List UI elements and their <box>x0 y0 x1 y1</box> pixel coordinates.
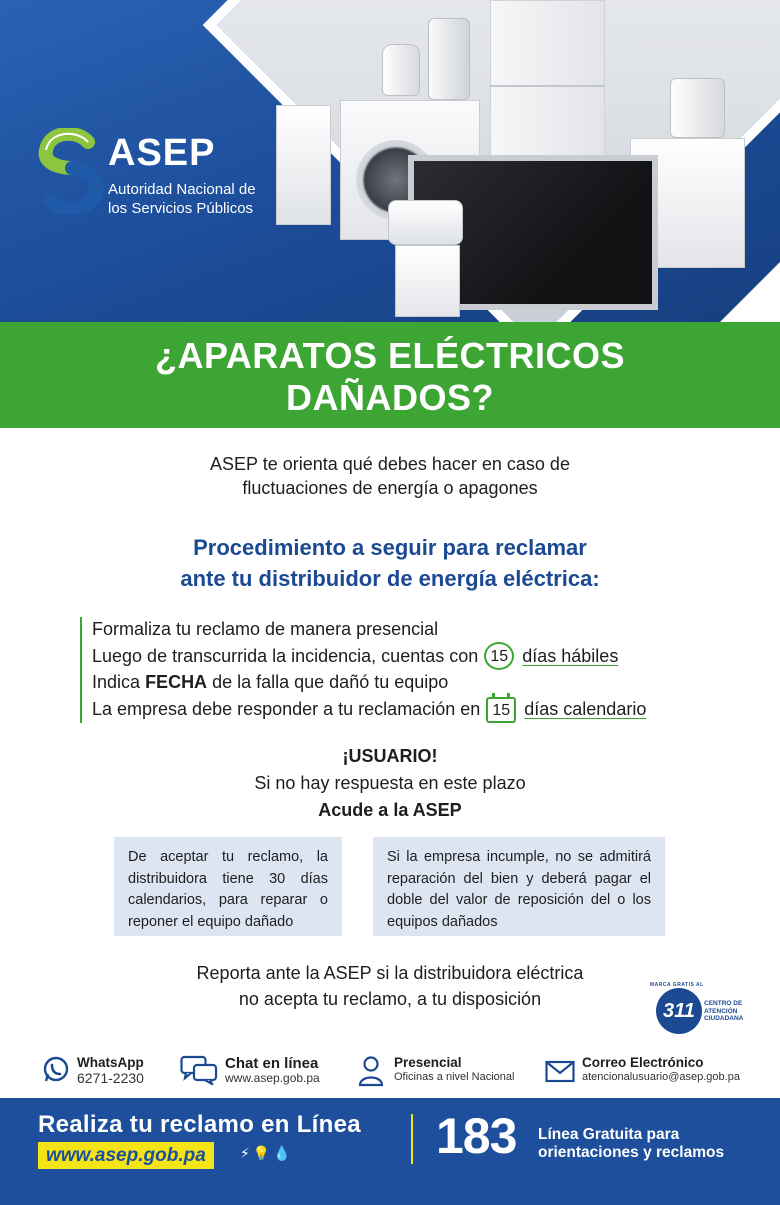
headline-title <box>0 322 780 419</box>
step-1 <box>92 617 720 642</box>
person-icon <box>357 1055 385 1087</box>
clock-badge-icon <box>484 642 514 670</box>
contact-email-address: atencionalusuario@asep.gob.pa <box>582 1071 740 1083</box>
procedure-line1: Procedimiento a seguir para reclamar <box>193 535 587 560</box>
procedure-heading <box>0 532 780 594</box>
step-2-text: Luego de transcurrida la incidencia, cuentas con <box>92 645 479 666</box>
procedure-line2: ante tu distribuidor de energía eléctrica: <box>180 566 600 591</box>
info-box-noncompliance: Si la empresa incumple, no se admitirá reparación del bien y deberá pagar el doble del valor de reposición del o los equipos dañados <box>373 837 665 936</box>
step-2-unit: días hábiles <box>522 645 619 666</box>
step-4 <box>92 695 720 723</box>
seal-caption-line2: ATENCIÓN <box>704 1007 738 1015</box>
blender-image <box>428 18 470 100</box>
contact-presencial[interactable] <box>357 1052 537 1092</box>
seal-caption <box>704 1000 748 1023</box>
mail-icon <box>545 1060 575 1084</box>
coffee-maker-image <box>670 78 725 138</box>
asep-subtitle-line1: Autoridad Nacional de <box>108 181 256 198</box>
chat-icon <box>180 1055 218 1085</box>
step-3-bold: FECHA <box>145 672 208 692</box>
contact-whatsapp-title: WhatsApp <box>77 1055 144 1070</box>
footer-divider <box>411 1114 413 1164</box>
contact-email[interactable] <box>545 1052 755 1092</box>
step-4-days: 15 <box>492 701 511 719</box>
asep-logo-name: ASEP <box>108 132 216 174</box>
seal-caption-line1: CENTRO DE <box>704 1000 743 1007</box>
contact-chat-url: www.asep.gob.pa <box>225 1071 320 1085</box>
intro-text <box>0 452 780 500</box>
seal-top-text: MARCA GRATIS AL <box>650 982 704 988</box>
asep-s-logo-icon <box>38 128 104 214</box>
seal-caption-line3: CIUDADANA <box>704 1015 744 1022</box>
step-3-pre: Indica <box>92 672 141 692</box>
step-4-unit: días calendario <box>524 698 647 719</box>
footer-service-icons: ⚡💡💧 <box>240 1145 294 1161</box>
info-box-accept: De aceptar tu reclamo, la distribuidora tiene 30 días calendarios, para reparar o reponer el equipo dañado <box>114 837 342 936</box>
contact-options <box>0 1052 780 1092</box>
contact-whatsapp-number: 6271-2230 <box>77 1070 144 1086</box>
step-2 <box>92 642 720 670</box>
user-notice-title: ¡USUARIO! <box>342 746 438 766</box>
step-2-days: 15 <box>490 647 509 665</box>
report-line2: no acepta tu reclamo, a tu disposición <box>238 989 542 1009</box>
hero-section <box>0 0 780 322</box>
call-311-seal <box>648 982 748 1042</box>
step-3-post: de la falla que dañó tu equipo <box>212 672 449 692</box>
seal-number: 311 <box>656 988 702 1034</box>
procedure-steps <box>80 617 720 723</box>
user-notice <box>0 743 780 824</box>
calendar-badge-icon <box>486 697 516 723</box>
user-notice-line: Si no hay respuesta en este plazo <box>254 773 526 793</box>
contact-presencial-sub: Oficinas a nivel Nacional <box>394 1071 515 1083</box>
intro-line2: fluctuaciones de energía o apagones <box>242 478 538 498</box>
footer-hotline-number[interactable]: 183 <box>436 1108 517 1164</box>
intro-line1: ASEP te orienta qué debes hacer en caso de <box>210 454 570 474</box>
footer-url-link[interactable]: www.asep.gob.pa <box>38 1142 214 1169</box>
headline-banner <box>0 322 780 428</box>
asep-subtitle-line2: los Servicios Públicos <box>108 200 254 217</box>
contact-whatsapp[interactable] <box>42 1052 172 1092</box>
headline-line2: DAÑADOS? <box>286 377 494 418</box>
footer-bar <box>0 1098 780 1205</box>
step-4-text: La empresa debe responder a tu reclamación en <box>92 698 481 719</box>
contact-chat-title: Chat en línea <box>225 1055 319 1072</box>
footer-hotline-line1: Línea Gratuita para <box>538 1126 680 1143</box>
footer-title: Realiza tu reclamo en Línea <box>38 1111 361 1138</box>
footer-hotline-text <box>538 1126 768 1162</box>
mini-oven-image <box>395 245 460 317</box>
kettle-image <box>382 44 420 96</box>
contact-presencial-title: Presencial <box>394 1055 462 1070</box>
asep-logo-subtitle <box>108 180 308 218</box>
user-notice-action: Acude a la ASEP <box>318 800 462 820</box>
footer-hotline-line2: orientaciones y reclamos <box>538 1144 725 1161</box>
step-3 <box>92 670 720 695</box>
step-1-text: Formaliza tu reclamo de manera presencial <box>92 619 439 639</box>
headline-line1: ¿APARATOS ELÉCTRICOS <box>154 335 626 376</box>
asep-logo <box>38 128 308 228</box>
whatsapp-icon <box>42 1055 70 1083</box>
contact-chat[interactable] <box>180 1052 340 1092</box>
refrigerator-divider <box>490 85 605 87</box>
hero-corner <box>720 262 780 322</box>
contact-email-title: Correo Electrónico <box>582 1055 704 1070</box>
toaster-image <box>388 200 463 245</box>
report-line1: Reporta ante la ASEP si la distribuidora eléctrica <box>196 963 584 983</box>
